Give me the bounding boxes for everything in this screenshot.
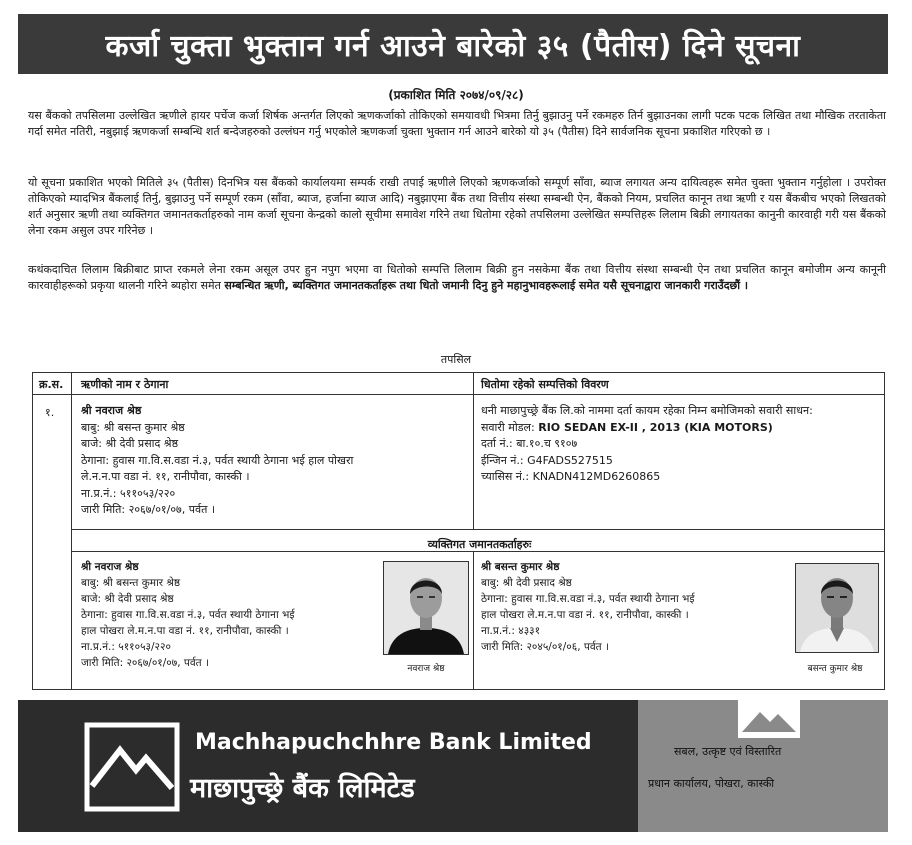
borrower-line: ले.न.न.पा वडा नं. ११, रानीपौवा, कास्की । [81, 470, 250, 483]
guarantor-2-details [481, 559, 791, 655]
registration-row [481, 436, 883, 453]
notice-title: कर्जा चुक्ता भुक्तान गर्न आउने बारेको ३५ (पैतीस) दिने सूचना [105, 28, 801, 64]
guarantor-1-photo-caption: नवराज श्रेष्ठ [407, 664, 445, 674]
guarantor-1-line: जारी मिति: २०६७/०१/०७, पर्वत । [81, 657, 209, 669]
bank-name-nepali: माछापुच्छ्रे बैंक लिमिटेड [190, 773, 415, 804]
collateral-details [481, 403, 883, 486]
chassis-label: च्यासिस नं.: [481, 470, 530, 483]
chassis-number: KNADN412MD6260865 [532, 470, 661, 483]
schedule-table [32, 372, 885, 690]
guarantor-1-line: बाजे: श्री देवी प्रसाद श्रेष्ठ [81, 593, 174, 605]
published-date: (प्रकाशित मिति २०७४/०९/२८) [388, 88, 524, 102]
guarantor-1-line: बाबु: श्री बसन्त कुमार श्रेष्ठ [81, 577, 181, 589]
guarantor-1-name: श्री नवराज श्रेष्ठ [81, 561, 139, 573]
guarantor-2-line: हाल पोखरा ले.म.न.पा वडा नं. ११, रानीपौवा, कास्की । [481, 609, 689, 621]
divider [71, 373, 72, 689]
head-office: प्रधान कार्यालय, पोखरा, कास्की [648, 777, 775, 790]
header-serial: क्र.स. [39, 378, 64, 391]
borrower-line: बाबु: श्री बसन्त कुमार श्रेष्ठ [81, 420, 185, 434]
borrower-line: ठेगाना: हुवास गा.वि.स.वडा नं.३, पर्वत स्थायी ठेगाना भई हाल पोखरा [81, 453, 354, 467]
notice-paragraph-1: यस बैंकको तपसिलमा उल्लेखित ऋणीले हायर पर्चेज कर्जा शिर्षक अन्तर्गत लिएको ऋणकर्जाको तोकिएको समयावधी भित्रमा तिर्नु बुझाउनु पर्ने रकमहरु तिर्न बुझाउनका लागी पटक पटक लिखित तथा मौखिक तरताकेता गर्दा समेत नतिरी, नबुझाई ऋणकर्जा सम्बन्धि शर्त बन्देजहरुको उल्लंघन गर्नु भएकोले ऋणकर्जा चुक्ता भुक्तान गर्न आउने बारेको यो ३५ (पैतीस) दिने सार्वजनिक सूचना प्रकाशित गरिएको छ । [28, 109, 886, 138]
paragraph-3-bold: सम्बन्धित ऋणी, ब्यक्तिगत जमानतकर्ताहरू तथा धितो जमानी दिनु हुने महानुभावहरूलाई समेत यसै सूचनाद्वारा जानकारी गराउँदछौं । [224, 279, 749, 292]
portrait-image [384, 562, 468, 654]
borrower-line: बाजे: श्री देवी प्रसाद श्रेष्ठ [81, 437, 179, 450]
notice-paragraph-3 [28, 262, 886, 294]
schedule-heading: तपसिल [440, 353, 472, 366]
paragraph-3-text: कथंकदाचित लिलाम बिक्रीबाट प्राप्त रकमले लेना रकम असूल उपर हुन नपुग भएमा वा धितोको सम्पत्ति लिलाम बिक्री हुन नसकेमा बैंक तथा वित्तीय संस्था सम्बन्धी ऐन तथा प्रचलित कानून बमोजीम अन्य कानूनी कारवाहीहरूको प्रकृया थालनी गरिने ब्यहोरा समेत [28, 263, 886, 292]
notice-paragraph-2: यो सूचना प्रकाशित भएको मितिले ३५ (पैतीस) दिनभित्र यस बैंकको कार्यालयमा सम्पर्क राखी तपाई ऋणीले लिएको ऋणकर्जाको सम्पूर्ण साँवा, ब्याज लगायत अन्य दायित्वहरू समेत चुक्ता भुक्तान गर्नुहोला । उपरोक्त तोकिएको म्यादभित्र बैंकलाई तिर्नु, बुझाउनु पर्ने सम्पूर्ण रकम (साँवा, ब्याज, हर्जाना ब्याज आदि) नबुझाएमा बैंक तथा वित्तीय संस्था सम्बन्धी ऐन, बैंकको नियम, प्रचलित कानून तथा ऋणी र यस बैंकबीच भएको लिखतको शर्त अनुसार ऋणी तथा व्यक्तिगत जमानतकर्ताहरुको नाम कर्जा सूचना केन्द्रको कालो सूचीमा समावेश गरिने तथा धितोमा रहेको तपसिलमा उल्लेखित सम्पत्तिहरू लिलाम बिक्री लगायतका कानुनी कारवाही गरी यस बैंकको लेना रकम असुल उपर गरिनेछ । [28, 176, 886, 237]
table-header [33, 373, 884, 395]
guarantor-1-photo [383, 561, 469, 655]
row-serial: १. [45, 406, 55, 419]
guarantor-2-photo [795, 563, 879, 653]
vehicle-model: RIO SEDAN EX-II , 2013 (KIA MOTORS) [538, 420, 773, 434]
vehicle-model-label: सवारी मोडल: [481, 420, 535, 434]
portrait-image [796, 564, 878, 652]
borrower-name: श्री नवराज श्रेष्ठ [81, 404, 142, 417]
divider [473, 373, 474, 529]
engine-row [481, 453, 883, 470]
guarantor-2-line: ना.प्र.नं.: ४३३१ [481, 625, 541, 637]
mountain-logo-icon [84, 722, 180, 812]
divider [71, 529, 884, 530]
vehicle-model-row [481, 420, 883, 437]
engine-label: ईन्जिन नं.: [481, 453, 524, 467]
guarantor-2-line: ठेगाना: हुवास गा.वि.स.वडा नं.३, पर्वत स्थायी ठेगाना भई [481, 593, 695, 605]
header-borrower: ऋणीको नाम र ठेगाना [81, 378, 169, 391]
chassis-row [481, 469, 883, 486]
guarantors-heading: व्यक्तिगत जमानतकर्ताहरुः [427, 538, 532, 551]
guarantor-1-line: हाल पोखरा ले.म.न.पा वडा नं. ११, रानीपौवा, कास्की । [81, 625, 289, 637]
borrower-details [81, 403, 471, 519]
guarantor-2-name: श्री बसन्त कुमार श्रेष्ठ [481, 561, 560, 573]
guarantor-2-line: बाबु: श्री देवी प्रसाद श्रेष्ठ [481, 577, 572, 589]
borrower-line: जारी मिति: २०६७/०१/०७, पर्वत । [81, 503, 216, 516]
guarantor-2-line: जारी मिति: २०४५/०१/०६, पर्वत । [481, 641, 609, 653]
guarantor-1-line: ना.प्र.नं.: ५११०५३/२२० [81, 641, 171, 653]
bank-slogan: सबल, उत्कृष्ट एवं विस्तारित [674, 745, 782, 758]
engine-number: G4FADS527515 [527, 453, 613, 467]
guarantor-1-line: ठेगाना: हुवास गा.वि.स.वडा नं.३, पर्वत स्थायी ठेगाना भई [81, 609, 295, 621]
bank-name-english: Machhapuchchhre Bank Limited [195, 730, 592, 755]
collateral-intro: धनी माछापुच्छ्रे बैंक लि.को नाममा दर्ता कायम रहेका निम्न बमोजिमको सवारी साधन: [481, 404, 813, 417]
divider [473, 551, 474, 689]
guarantor-2-photo-caption: बसन्त कुमार श्रेष्ठ [807, 664, 863, 674]
borrower-line: ना.प्र.नं.: ५११०५३/२२० [81, 486, 176, 500]
registration-number: बा.१०.च ९१०७ [516, 437, 578, 450]
title-banner [18, 14, 888, 74]
guarantor-1-details [81, 559, 381, 671]
header-collateral: धितोमा रहेको सम्पत्तिको विवरण [481, 378, 609, 391]
registration-label: दर्ता नं.: [481, 437, 513, 450]
mountain-small-icon [738, 698, 800, 738]
